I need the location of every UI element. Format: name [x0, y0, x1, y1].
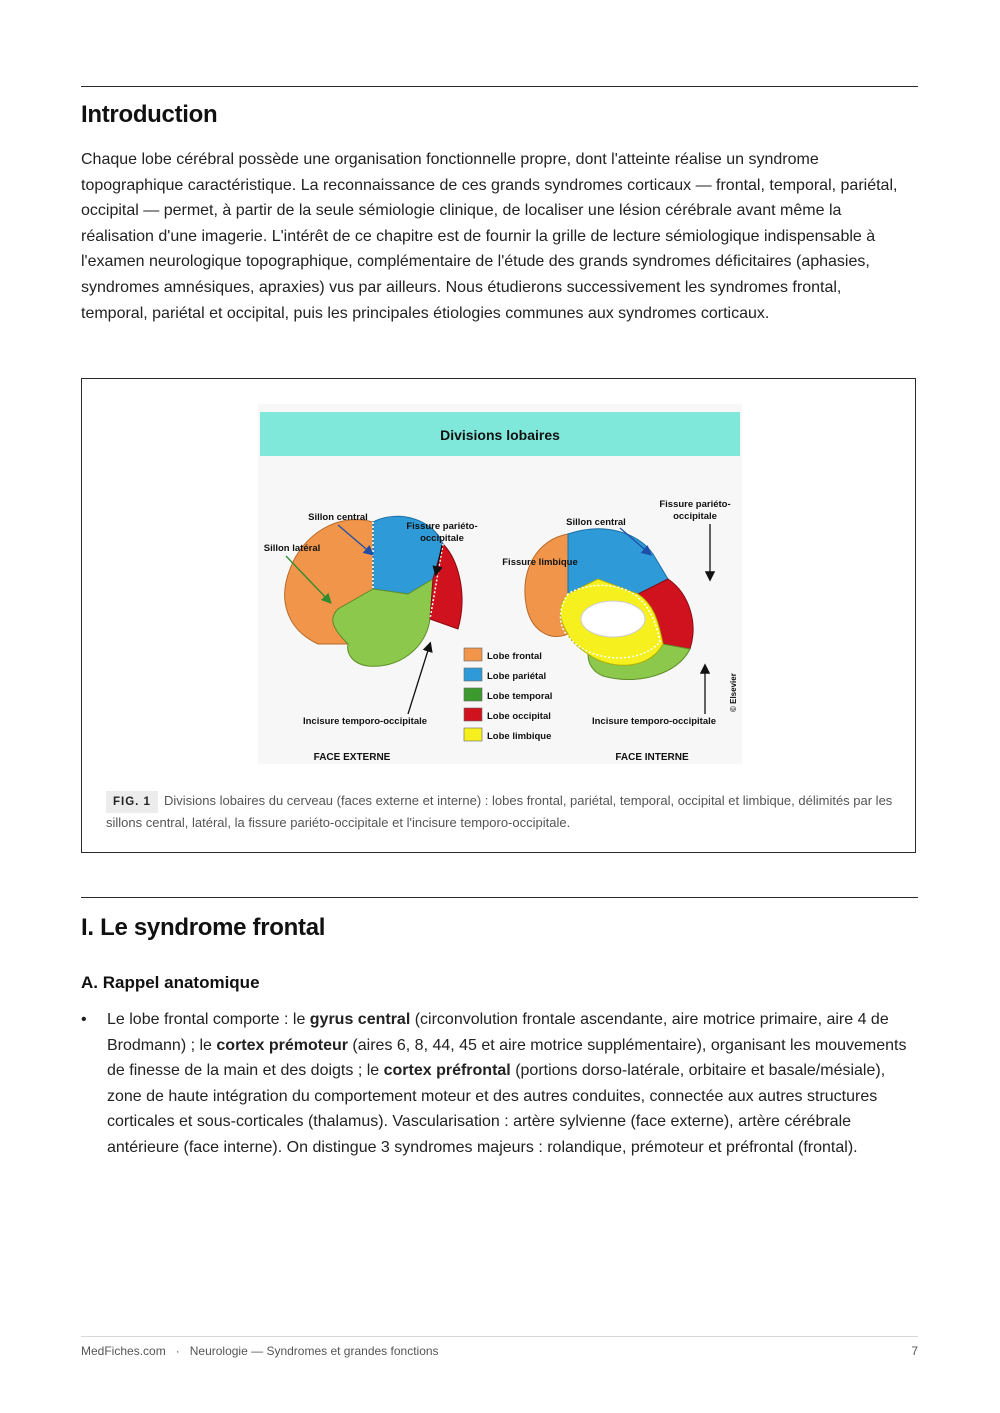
label-face-externe: FACE EXTERNE: [313, 752, 391, 763]
label-incisure-left: Incisure temporo-occipitale: [302, 716, 428, 727]
bullet-text-part-3: (aires 6, 8, 44, 45 et aire motrice supplémentaire), organisant les mouvements de finesse de la main et des doigts ; le: [107, 1036, 907, 1080]
legend-label: Lobe temporal: [487, 691, 553, 702]
term-gyrus-central: gyrus central: [309, 1011, 411, 1028]
figure-caption: [106, 791, 896, 833]
bullet-text-part-2: (circonvolution frontale ascendante, aire motrice primaire, aire 4 de Brodmann) ; le: [107, 1011, 889, 1054]
legend-label: Lobe pariétal: [487, 671, 547, 682]
footer-title: Neurologie — Syndromes et grandes fonctions: [189, 1344, 439, 1358]
label-face-interne: FACE INTERNE: [615, 752, 689, 763]
term-cortex-premoteur: cortex prémoteur: [216, 1036, 348, 1054]
footer-divider: [81, 1336, 918, 1337]
copyright-mark: © Elsevier: [729, 673, 738, 712]
footer-site: MedFiches.com: [81, 1344, 166, 1358]
bullet-item: [81, 1007, 919, 1161]
brain-lobes-diagram: [258, 404, 742, 764]
figure-badge: FIG. 1: [106, 791, 158, 813]
label-sillon-lateral-left: Sillon latéral: [263, 543, 321, 554]
legend-swatch: [464, 728, 482, 741]
label-fissure-limbique: Fissure limbique: [502, 557, 578, 568]
subsection-title-rappel-anatomique: A. Rappel anatomique: [81, 973, 260, 992]
footer-separator: ·: [175, 1344, 180, 1358]
legend-label: Lobe occipital: [487, 711, 551, 722]
bullet-dot: •: [81, 1011, 87, 1028]
diagram-title: Divisions lobaires: [440, 427, 560, 443]
label-sillon-central-right: Sillon central: [566, 517, 626, 528]
label-sillon-central-left: Sillon central: [308, 512, 368, 523]
section-divider: [81, 897, 918, 898]
corpus-callosum-area: [581, 601, 645, 637]
bullet-text-part-4: (portions dorso-latérale, orbitaire et basale/mésiale), zone de haute intégration du comportement moteur et des autres conduites, connectée aux autres structures corticales et sous-corticales (thalamus). Vascularisation : artère sylvienne (face externe), artère cérébrale antérieure (face interne). On distingue 3 syndromes majeurs : rolandique, prémoteur et préfrontal (frontal).: [107, 1062, 886, 1156]
legend-swatch: [464, 648, 482, 661]
legend-swatch: [464, 668, 482, 681]
legend-label: Lobe limbique: [487, 731, 552, 742]
section-title-syndrome-frontal: I. Le syndrome frontal: [81, 914, 326, 941]
legend-label: Lobe frontal: [487, 651, 542, 662]
page-number: 7: [911, 1344, 918, 1358]
figure-caption-text: Divisions lobaires du cerveau (faces externe et interne) : lobes frontal, pariétal, temporal, occipital et limbique, délimités par les sillons central, latéral, la fissure pariéto-occipitale et l'incisure temporo-occipitale.: [106, 793, 893, 830]
term-cortex-prefrontal: cortex préfrontal: [383, 1062, 511, 1080]
intro-paragraph: Chaque lobe cérébral possède une organisation fonctionnelle propre, dont l'atteinte réalise un syndrome topographique caractéristique. La reconnaissance de ces grands syndromes corticaux — frontal, temporal, pariétal, occipital — permet, à partir de la seule sémiologie clinique, de localiser une lésion cérébrale avant même la réalisation d'une imagerie. L'intérêt de ce chapitre est de fournir la grille de lecture sémiologique indispensable à l'examen neurologique topographique, complémentaire de l'étude des grands syndromes déficitaires (aphasies, syndromes amnésiques, apraxies) vus par ailleurs. Nous étudierons successivement les syndromes frontal, temporal, pariétal et occipital, puis les principales étiologies communes aux syndromes corticaux.: [81, 151, 898, 322]
top-divider: [81, 86, 918, 87]
page-footer: [81, 1344, 918, 1358]
bullet-text-part-1: Le lobe frontal comporte : le: [107, 1011, 310, 1028]
figure-1: [81, 378, 916, 853]
legend-swatch: [464, 688, 482, 701]
label-fissure-po-right-1: Fissure pariéto-: [659, 499, 731, 510]
label-fissure-po-left-2: occipitale: [420, 533, 464, 544]
legend-swatch: [464, 708, 482, 721]
label-incisure-right: Incisure temporo-occipitale: [591, 716, 717, 727]
bullet-text: [107, 1007, 919, 1161]
label-fissure-po-left-1: Fissure pariéto-: [406, 521, 478, 532]
label-fissure-po-right-2: occipitale: [673, 511, 717, 522]
section-title-introduction: Introduction: [81, 101, 218, 128]
